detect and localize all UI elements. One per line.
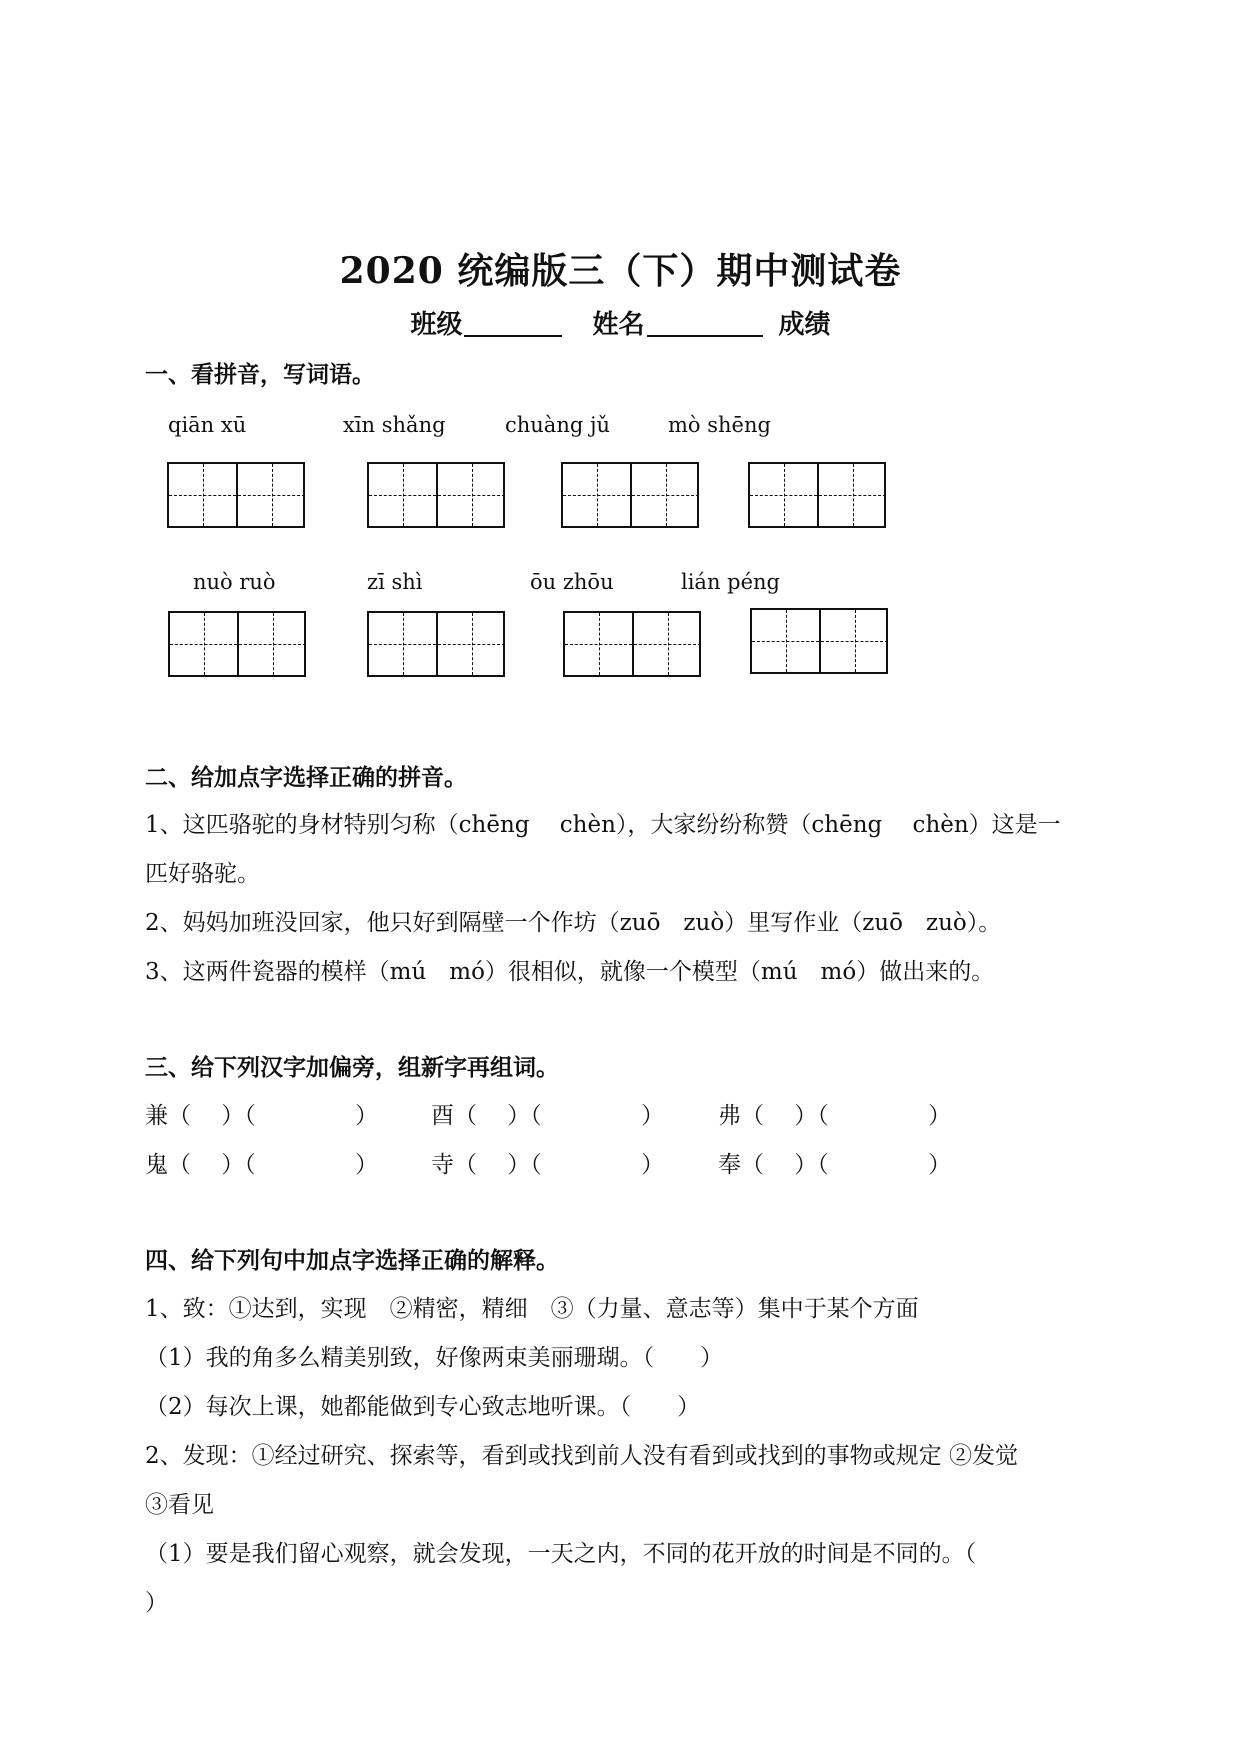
question-line: 3、这两件瓷器的模样（mú mó）很相似，就像一个模型（mú mó）做出来的。 [145,959,995,985]
pinyin-label: ōu zhōu [530,570,614,594]
radical-item: 鬼（ ）（ ） [145,1152,379,1178]
section2-heading: 二、给加点字选择正确的拼音。 [145,764,467,791]
pinyin-label: zī shì [367,570,423,594]
pinyin-label: chuàng jǔ [505,413,611,437]
class-label: 班级 [410,310,463,340]
writing-grid[interactable] [750,608,888,674]
section4-heading: 四、给下列句中加点字选择正确的解释。 [145,1247,559,1274]
radical-item: 弗（ ）（ ） [718,1103,952,1129]
pinyin-label: qiān xū [168,413,247,437]
writing-grid[interactable] [563,611,701,677]
writing-grid[interactable] [167,462,305,528]
writing-grid[interactable] [561,462,699,528]
writing-grid[interactable] [168,611,306,677]
section1-heading: 一、看拼音，写词语。 [145,361,375,388]
student-info-line [0,304,1241,341]
question-line: 1、致：①达到，实现 ②精密，精细 ③（力量、意志等）集中于某个方面 [145,1296,919,1322]
question-line: （1）要是我们留心观察，就会发现，一天之内，不同的花开放的时间是不同的。（ [145,1541,977,1567]
class-blank[interactable] [464,309,562,337]
pinyin-label: nuò ruò [193,570,276,594]
question-line: 匹好骆驼。 [145,861,260,887]
writing-grid[interactable] [367,611,505,677]
name-blank[interactable] [647,309,763,337]
pinyin-label: xīn shǎng [343,413,446,437]
question-line: 2、发现：①经过研究、探索等，看到或找到前人没有看到或找到的事物或规定 ②发觉 [145,1443,1018,1469]
name-label: 姓名 [592,310,645,340]
pinyin-label: lián péng [681,570,780,594]
question-line: ） [145,1590,168,1616]
question-line: （2）每次上课，她都能做到专心致志地听课。（ ） [145,1394,701,1420]
writing-grid[interactable] [748,462,886,528]
question-line: 1、这匹骆驼的身材特别匀称（chēng chèn），大家纷纷称赞（chēng chèn）这是一 [145,812,1061,838]
page-title: 2020 统编版三（下）期中测试卷 [339,250,902,292]
question-line: 2、妈妈加班没回家，他只好到隔壁一个作坊（zuō zuò）里写作业（zuō zuò）。 [145,910,1002,936]
radical-item: 兼（ ）（ ） [145,1103,379,1129]
writing-grid[interactable] [367,462,505,528]
radical-item: 酉（ ）（ ） [431,1103,665,1129]
score-label: 成绩 [778,310,831,340]
pinyin-label: mò shēng [668,413,771,437]
section3-heading: 三、给下列汉字加偏旁，组新字再组词。 [145,1054,559,1081]
radical-item: 寺（ ）（ ） [431,1152,665,1178]
radical-item: 奉（ ）（ ） [718,1152,952,1178]
question-line: （1）我的角多么精美别致，好像两束美丽珊瑚。（ ） [145,1345,724,1371]
question-line: ③看见 [145,1492,214,1518]
